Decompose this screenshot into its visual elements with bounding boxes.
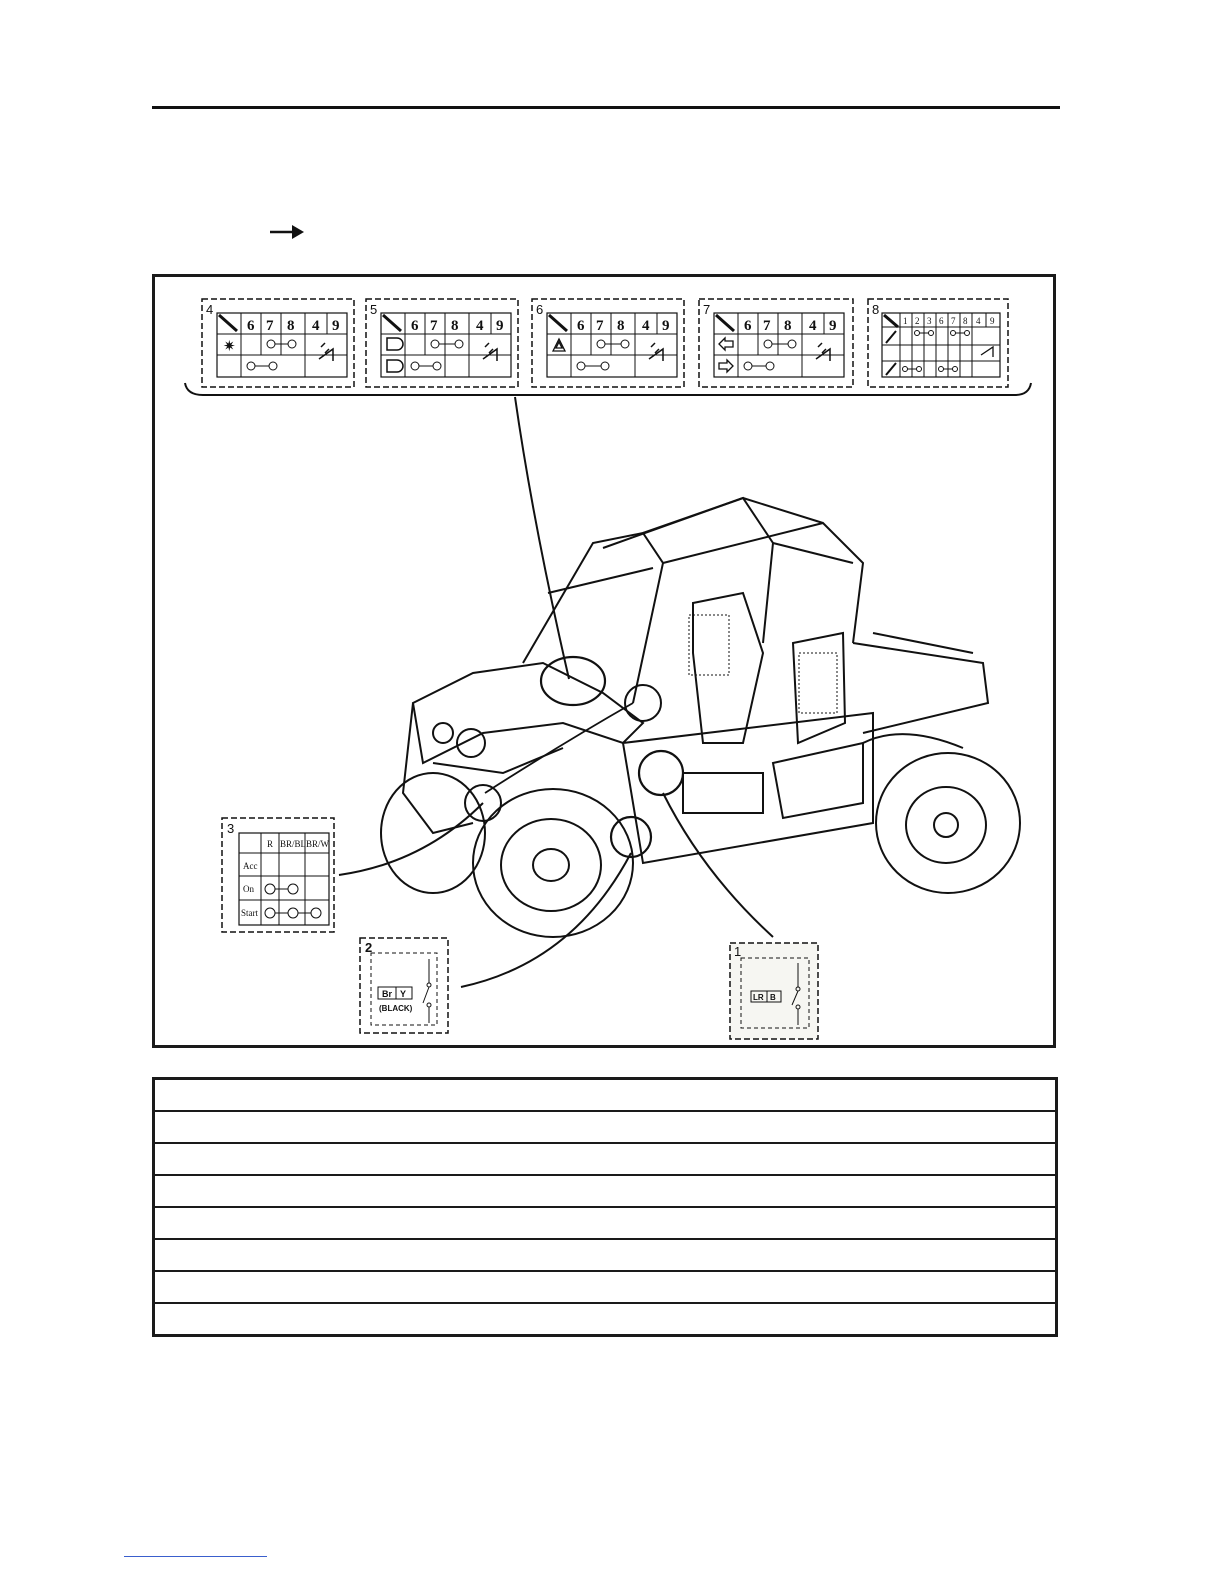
svg-text:6: 6 <box>744 318 752 334</box>
footer-link-underline[interactable] <box>124 1556 267 1557</box>
svg-text:4: 4 <box>809 318 817 334</box>
panel-6-number: 6 <box>536 302 544 317</box>
utv-vehicle-drawing <box>381 498 1020 937</box>
hazard-icon <box>553 339 565 351</box>
svg-text:Start: Start <box>241 908 258 918</box>
svg-text:8: 8 <box>287 318 295 334</box>
low-beam-icon <box>387 360 403 372</box>
panel-5 <box>366 299 518 387</box>
panel-7-number: 7 <box>703 302 711 317</box>
svg-text:6: 6 <box>577 318 585 334</box>
table-row <box>154 1271 1057 1303</box>
left-turn-icon <box>719 338 733 350</box>
svg-text:R: R <box>267 839 274 849</box>
panel-7 <box>699 299 853 387</box>
table-row <box>154 1239 1057 1271</box>
callout-3-number: 3 <box>227 821 235 836</box>
svg-text:Acc: Acc <box>243 861 258 871</box>
table-row <box>154 1079 1057 1112</box>
svg-text:9: 9 <box>990 316 995 326</box>
svg-text:4: 4 <box>642 318 650 334</box>
svg-text:8: 8 <box>963 316 968 326</box>
svg-text:6: 6 <box>939 316 944 326</box>
svg-text:4: 4 <box>976 316 981 326</box>
callout-1-switch <box>730 943 818 1039</box>
svg-text:7: 7 <box>430 318 438 334</box>
callout-1-number: 1 <box>734 944 742 959</box>
svg-text:2: 2 <box>915 316 920 326</box>
svg-text:8: 8 <box>451 318 459 334</box>
panel-5-number: 5 <box>370 302 378 317</box>
svg-text:BR/W: BR/W <box>306 839 330 849</box>
svg-text:(BLACK): (BLACK) <box>379 1004 413 1013</box>
blank-table <box>152 1077 1058 1337</box>
svg-text:Br: Br <box>382 989 393 999</box>
table-row <box>154 1143 1057 1175</box>
svg-text:3: 3 <box>927 316 932 326</box>
callout-2-switch <box>360 938 448 1033</box>
panel-6 <box>532 299 684 387</box>
panel-4-number: 4 <box>206 302 214 317</box>
svg-text:9: 9 <box>332 318 340 334</box>
svg-text:9: 9 <box>496 318 504 334</box>
svg-text:8: 8 <box>784 318 792 334</box>
svg-text:B: B <box>770 993 776 1002</box>
svg-text:7: 7 <box>596 318 604 334</box>
sun-icon: ✷ <box>223 338 236 355</box>
table-row <box>154 1207 1057 1239</box>
callout-3-ignition-switch <box>222 818 334 932</box>
table-row <box>154 1111 1057 1143</box>
svg-text:Y: Y <box>400 989 407 999</box>
panel-8 <box>868 299 1008 387</box>
svg-text:7: 7 <box>266 318 274 334</box>
svg-text:7: 7 <box>951 316 956 326</box>
table-row <box>154 1175 1057 1207</box>
table-row <box>154 1303 1057 1336</box>
right-turn-icon <box>719 360 733 372</box>
panel-4 <box>202 299 354 387</box>
svg-text:4: 4 <box>476 318 484 334</box>
svg-text:4: 4 <box>312 318 320 334</box>
svg-text:7: 7 <box>763 318 771 334</box>
vehicle-switch-diagram <box>152 274 1056 1048</box>
svg-text:BR/BL: BR/BL <box>280 839 307 849</box>
svg-text:8: 8 <box>617 318 625 334</box>
svg-text:LR: LR <box>753 993 764 1002</box>
svg-text:6: 6 <box>411 318 419 334</box>
header-rule <box>152 106 1060 109</box>
callout-2-number: 2 <box>365 940 373 955</box>
diagram-svg <box>155 277 1053 1045</box>
svg-text:6: 6 <box>247 318 255 334</box>
panel-8-number: 8 <box>872 302 880 317</box>
svg-text:1: 1 <box>903 316 908 326</box>
svg-text:9: 9 <box>829 318 837 334</box>
svg-text:9: 9 <box>662 318 670 334</box>
right-arrow-icon <box>270 222 304 242</box>
high-beam-icon <box>387 338 403 350</box>
svg-text:On: On <box>243 884 254 894</box>
